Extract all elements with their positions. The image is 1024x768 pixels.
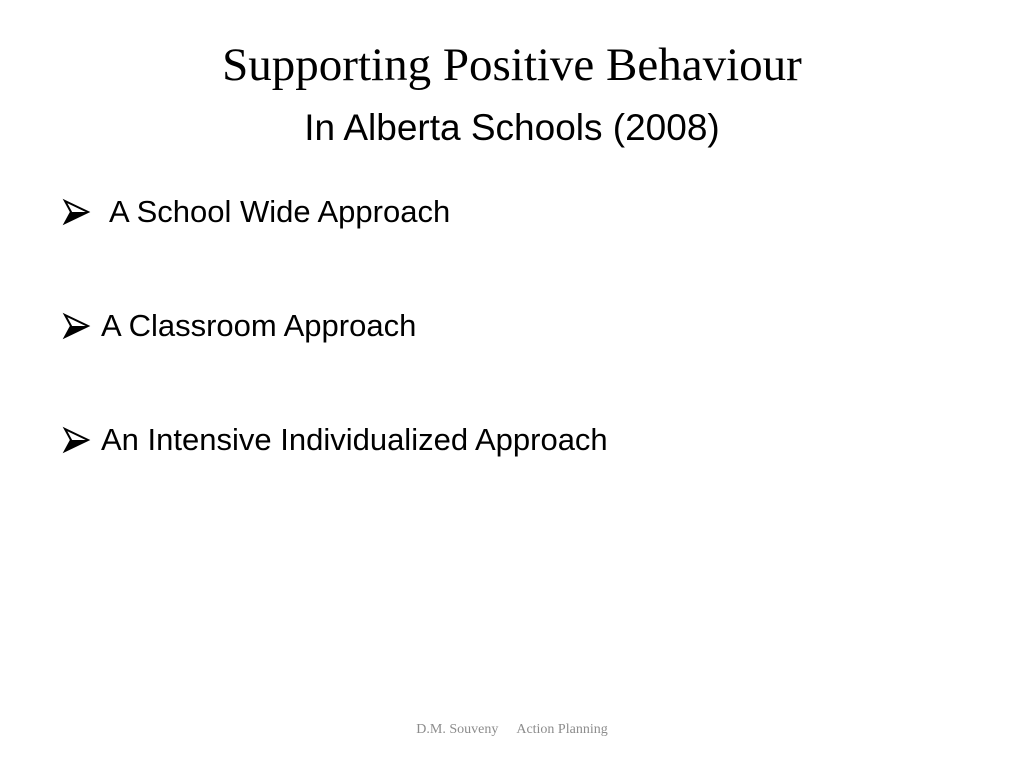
bullet-text: A Classroom Approach — [101, 308, 417, 343]
slide-subtitle: In Alberta Schools (2008) — [304, 107, 720, 148]
arrow-bullet-icon — [62, 197, 92, 227]
bullet-text: A School Wide Approach — [109, 194, 451, 229]
footer-author: D.M. Souveny — [416, 722, 499, 737]
footer-topic: Action Planning — [516, 722, 608, 737]
slide-footer — [0, 722, 1024, 738]
bullet-item — [62, 414, 608, 466]
arrow-bullet-icon — [62, 311, 92, 341]
bullet-item — [62, 186, 608, 238]
bullet-list — [62, 186, 608, 528]
arrow-bullet-icon — [62, 425, 92, 455]
bullet-item — [62, 300, 608, 352]
slide-title: Supporting Positive Behaviour — [222, 39, 802, 91]
bullet-text: An Intensive Individualized Approach — [101, 422, 608, 457]
